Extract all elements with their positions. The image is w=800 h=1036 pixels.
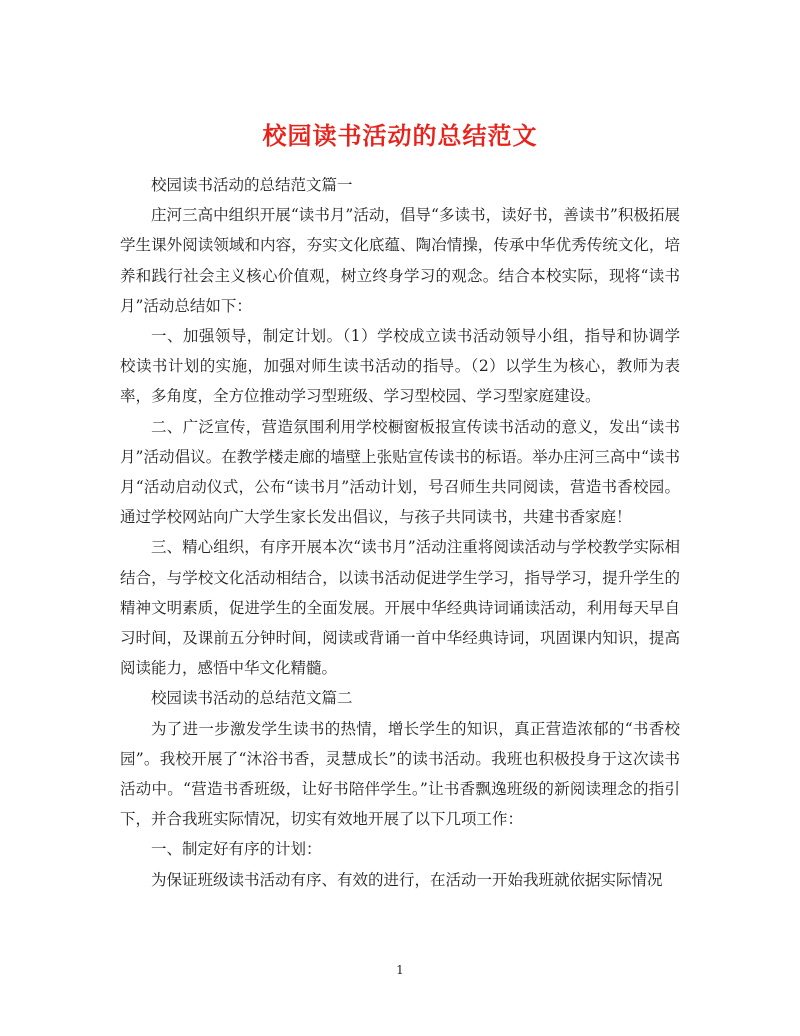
section-heading-2: 校园读书活动的总结范文篇二 [151, 689, 353, 708]
paragraph: 三、精心组织，有序开展本次“读书月”活动注重将阅读活动与学校教学实际相结合，与学校文化活动相结合，以读书活动促进学生学习，指导学习，提升学生的精神文明素质，促进学生的全面发展。开展中华经典诗词诵读活动，利用每天早自习时间，及课前五分钟时间，阅读或背诵一首中华经典诗词，巩固课内知识，提高阅读能力，感悟中华文化精髓。 [120, 538, 680, 678]
document-body [120, 170, 680, 895]
paragraph: 一、制定好有序的计划： [151, 840, 322, 859]
paragraph: 为了进一步激发学生读书的热情，增长学生的知识，真正营造浓郁的“书香校园”。我校开展了“沐浴书香，灵慧成长”的读书活动。我班也积极投身于这次读书活动中。“营造书香班级，让好书陪伴学生。”让书香飘逸班级的新阅读理念的指引下，并合我班实际情况，切实有效地开展了以下几项工作： [120, 719, 680, 829]
paragraph: 二、广泛宣传，营造氛围利用学校橱窗板报宣传读书活动的意义，发出“读书月”活动倡议。在教学楼走廊的墙壁上张贴宣传读书的标语。举办庄河三高中“读书月“活动启动仪式，公布“读书月”活动计划，号召师生共同阅读，营造书香校园。通过学校网站向广大学生家长发出倡议，与孩子共同读书，共建书香家庭！ [120, 417, 680, 527]
paragraph: 庄河三高中组织开展“读书月”活动，倡导“多读书，读好书，善读书”积极拓展学生课外阅读领域和内容，夯实文化底蕴、陶冶情操，传承中华优秀传统文化，培养和践行社会主义核心价值观，树立终身学习的观念。结合本校实际，现将“读书月”活动总结如下： [120, 206, 680, 315]
paragraph: 为保证班级读书活动有序、有效的进行，在活动一开始我班就依据实际情况 [151, 870, 663, 889]
section-heading-1: 校园读书活动的总结范文篇一 [151, 176, 353, 194]
paragraph: 一、加强领导，制定计划。（1）学校成立读书活动领导小组，指导和协调学校读书计划的实施，加强对师生读书活动的指导。（2）以学生为核心，教师为表率，多角度，全方位推动学习型班级、学习型校园、学习型家庭建设。 [120, 327, 680, 406]
document-title: 校园读书活动的总结范文 [262, 121, 538, 151]
page-number: 1 [396, 963, 404, 977]
